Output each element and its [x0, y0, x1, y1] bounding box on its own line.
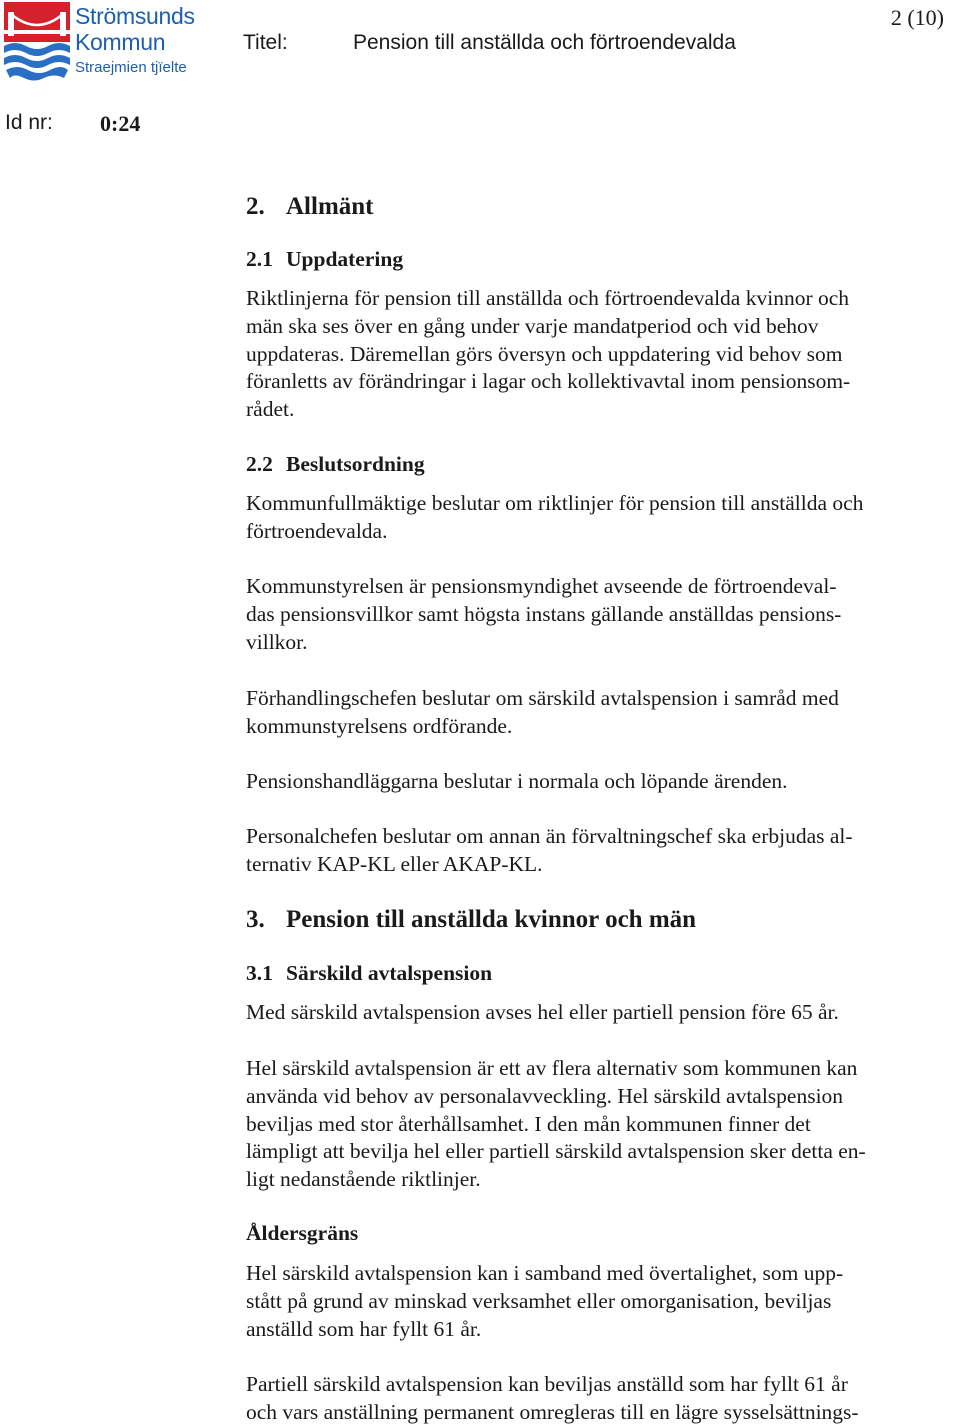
heading-text: Beslutsordning — [286, 452, 425, 476]
paragraph-beslutsordning-4 — [246, 768, 958, 796]
heading-section-3 — [246, 906, 696, 934]
text-line: Kommunstyrelsen är pensionsmyndighet avseende de förtroendeval- — [246, 574, 837, 598]
heading-number: 3.1 — [246, 961, 273, 985]
heading-text: Allmänt — [286, 193, 374, 220]
paragraph-avtalspension-1 — [246, 999, 958, 1027]
text-line: förtroendevalda. — [246, 518, 388, 543]
text-line: ligt nedanstående riktlinjer. — [246, 1167, 481, 1192]
text-line: Hel särskild avtalspension kan i samband med övertalighet, som upp- — [246, 1261, 844, 1285]
text-line: uppdateras. Däremellan görs översyn och uppdatering vid behov som — [246, 341, 843, 366]
text-line: Med särskild avtalspension avses hel eller partiell pension före 65 år. — [246, 1000, 839, 1024]
heading-text: Särskild avtalspension — [286, 961, 493, 985]
title-label: Titel: — [243, 31, 288, 54]
id-value: 0:24 — [100, 111, 141, 136]
text-line: använda vid behov av personalavveckling. Hel särskild avtalspension — [246, 1083, 844, 1108]
text-line: beviljas med stor återhållsamhet. I den mån kommunen finner det — [246, 1111, 811, 1136]
heading-text: Uppdatering — [286, 247, 404, 271]
paragraph-beslutsordning-2 — [246, 573, 958, 656]
municipality-logo — [4, 2, 194, 84]
paragraph-aldersgrans-2 — [246, 1371, 958, 1427]
heading-number: 3. — [246, 906, 265, 933]
text-line: Riktlinjerna för pension till anställda och förtroendevalda kvinnor och — [246, 286, 850, 310]
bridge-water-logo-icon — [4, 2, 70, 82]
heading-section-2 — [246, 193, 374, 221]
logo-line-3: Straejmien tjïelte — [75, 59, 187, 76]
logo-line-1: Strömsunds — [75, 3, 195, 29]
heading-section-3-1 — [246, 961, 492, 986]
text-line: das pensionsvillkor samt högsta instans gällande anställdas pensions- — [246, 601, 842, 626]
text-line: Pensionshandläggarna beslutar i normala och löpande ärenden. — [246, 769, 788, 793]
text-line: Kommunfullmäktige beslutar om riktlinjer för pension till anställda och — [246, 491, 864, 515]
text-line: lämpligt att bevilja hel eller partiell särskild avtalspension sker detta en- — [246, 1139, 866, 1164]
text-line: föranletts av förändringar i lagar och kollektivavtal inom pensionsom- — [246, 369, 851, 394]
paragraph-aldersgrans-1 — [246, 1260, 958, 1343]
text-line: Förhandlingschefen beslutar om särskild avtalspension i samråd med — [246, 686, 839, 710]
heading-number: 2. — [246, 193, 265, 220]
text-line: kommunstyrelsens ordförande. — [246, 713, 513, 738]
logo-line-2: Kommun — [75, 29, 166, 55]
text-line: och vars anställning permanent omregleras till en lägre sysselsättnings- — [246, 1399, 859, 1424]
text-line: anställd som har fyllt 61 år. — [246, 1316, 482, 1341]
paragraph-uppdatering — [246, 285, 958, 424]
text-line: män ska ses över en gång under varje mandatperiod och vid behov — [246, 313, 819, 338]
text-line: Hel särskild avtalspension är ett av flera alternativ som kommunen kan — [246, 1056, 858, 1080]
id-label: Id nr: — [5, 111, 53, 134]
heading-number: 2.1 — [246, 247, 273, 271]
paragraph-beslutsordning-5 — [246, 823, 958, 879]
paragraph-beslutsordning-1 — [246, 490, 958, 546]
heading-text: Pension till anställda kvinnor och män — [286, 906, 697, 933]
heading-aldersgrans: Åldersgräns — [246, 1221, 359, 1245]
text-line: rådet. — [246, 397, 295, 422]
paragraph-beslutsordning-3 — [246, 685, 958, 741]
page-number: 2 (10) — [890, 5, 944, 30]
heading-number: 2.2 — [246, 452, 273, 476]
document-title: Pension till anställda och förtroendevalda — [353, 31, 736, 54]
text-line: Partiell särskild avtalspension kan beviljas anställd som har fyllt 61 år — [246, 1372, 848, 1396]
heading-section-2-1 — [246, 247, 403, 272]
text-line: villkor. — [246, 629, 308, 654]
text-line: ternativ KAP-KL eller AKAP-KL. — [246, 851, 543, 876]
text-line: Personalchefen beslutar om annan än förvaltningschef ska erbjudas al- — [246, 824, 853, 848]
heading-section-2-2 — [246, 452, 425, 477]
text-line: stått på grund av minskad verksamhet eller omorganisation, beviljas — [246, 1288, 832, 1313]
paragraph-avtalspension-2 — [246, 1055, 958, 1194]
